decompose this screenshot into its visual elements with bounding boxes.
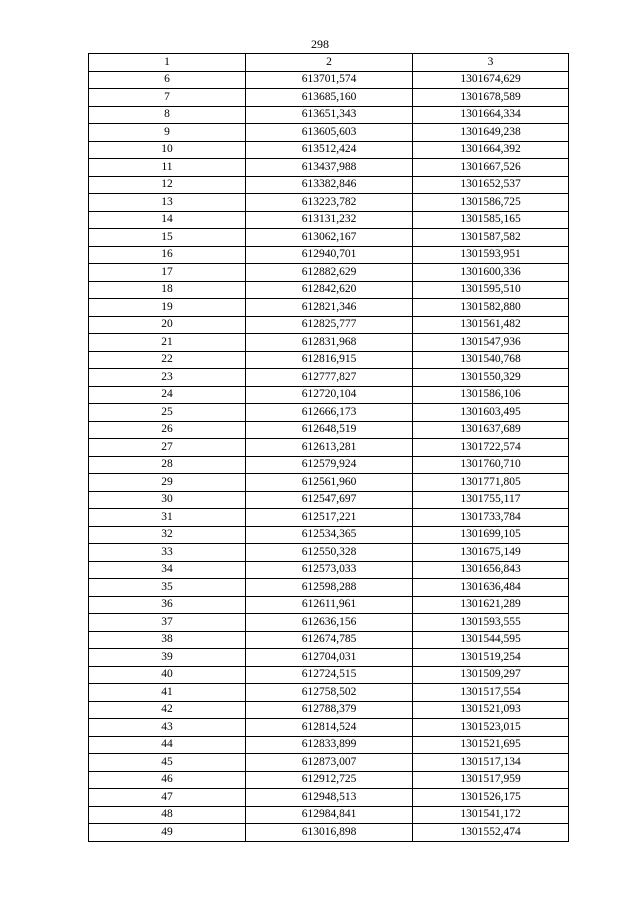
x-coordinate-cell: 612674,785: [246, 631, 413, 649]
y-coordinate-cell: 1301699,105: [413, 526, 569, 544]
y-coordinate-cell: 1301722,574: [413, 439, 569, 457]
x-coordinate-cell: 612550,328: [246, 544, 413, 562]
table-row: [89, 71, 569, 89]
point-number-cell: 22: [89, 351, 246, 369]
point-number-cell: 24: [89, 386, 246, 404]
table-row: [89, 456, 569, 474]
point-number-cell: 17: [89, 264, 246, 282]
table-row: [89, 649, 569, 667]
y-coordinate-cell: 1301544,595: [413, 631, 569, 649]
x-coordinate-cell: 613062,167: [246, 229, 413, 247]
y-coordinate-cell: 1301517,554: [413, 684, 569, 702]
table-row: [89, 351, 569, 369]
y-coordinate-cell: 1301636,484: [413, 579, 569, 597]
x-coordinate-cell: 612517,221: [246, 509, 413, 527]
y-coordinate-cell: 1301585,165: [413, 211, 569, 229]
y-coordinate-cell: 1301547,936: [413, 334, 569, 352]
x-coordinate-cell: 612948,513: [246, 789, 413, 807]
x-coordinate-cell: 612573,033: [246, 561, 413, 579]
y-coordinate-cell: 1301519,254: [413, 649, 569, 667]
x-coordinate-cell: 612758,502: [246, 684, 413, 702]
point-number-cell: 25: [89, 404, 246, 422]
point-number-cell: 42: [89, 701, 246, 719]
page-number: 298: [311, 37, 329, 51]
table-row: [89, 491, 569, 509]
y-coordinate-cell: 1301656,843: [413, 561, 569, 579]
x-coordinate-cell: 613131,232: [246, 211, 413, 229]
x-coordinate-cell: 612873,007: [246, 754, 413, 772]
y-coordinate-cell: 1301652,537: [413, 176, 569, 194]
x-coordinate-cell: 613651,343: [246, 106, 413, 124]
y-coordinate-cell: 1301664,334: [413, 106, 569, 124]
y-coordinate-cell: 1301586,725: [413, 194, 569, 212]
column-header-2: 2: [246, 54, 413, 72]
point-number-cell: 15: [89, 229, 246, 247]
point-number-cell: 39: [89, 649, 246, 667]
point-number-cell: 11: [89, 159, 246, 177]
table-row: [89, 579, 569, 597]
point-number-cell: 20: [89, 316, 246, 334]
x-coordinate-cell: 613605,603: [246, 124, 413, 142]
table-row: [89, 386, 569, 404]
x-coordinate-cell: 612831,968: [246, 334, 413, 352]
y-coordinate-cell: 1301637,689: [413, 421, 569, 439]
table-row: [89, 684, 569, 702]
x-coordinate-cell: 612984,841: [246, 806, 413, 824]
point-number-cell: 43: [89, 719, 246, 737]
y-coordinate-cell: 1301621,289: [413, 596, 569, 614]
y-coordinate-cell: 1301552,474: [413, 824, 569, 842]
table-row: [89, 316, 569, 334]
y-coordinate-cell: 1301561,482: [413, 316, 569, 334]
x-coordinate-cell: 612636,156: [246, 614, 413, 632]
table-row: [89, 404, 569, 422]
header-row: [89, 54, 569, 72]
x-coordinate-cell: 612598,288: [246, 579, 413, 597]
table-row: [89, 474, 569, 492]
x-coordinate-cell: 613016,898: [246, 824, 413, 842]
x-coordinate-cell: 612666,173: [246, 404, 413, 422]
x-coordinate-cell: 612704,031: [246, 649, 413, 667]
table-row: [89, 124, 569, 142]
point-number-cell: 7: [89, 89, 246, 107]
table-row: [89, 421, 569, 439]
table-row: [89, 824, 569, 842]
y-coordinate-cell: 1301600,336: [413, 264, 569, 282]
point-number-cell: 9: [89, 124, 246, 142]
table-row: [89, 614, 569, 632]
point-number-cell: 34: [89, 561, 246, 579]
y-coordinate-cell: 1301550,329: [413, 369, 569, 387]
x-coordinate-cell: 612579,924: [246, 456, 413, 474]
point-number-cell: 28: [89, 456, 246, 474]
table-row: [89, 771, 569, 789]
x-coordinate-cell: 612882,629: [246, 264, 413, 282]
table-row: [89, 596, 569, 614]
table-row: [89, 544, 569, 562]
x-coordinate-cell: 613685,160: [246, 89, 413, 107]
x-coordinate-cell: 612777,827: [246, 369, 413, 387]
coordinates-table: [88, 53, 569, 842]
table-row: [89, 211, 569, 229]
point-number-cell: 47: [89, 789, 246, 807]
table-row: [89, 736, 569, 754]
table-row: [89, 264, 569, 282]
y-coordinate-cell: 1301603,495: [413, 404, 569, 422]
x-coordinate-cell: 612814,524: [246, 719, 413, 737]
table-header: [89, 54, 569, 72]
x-coordinate-cell: 613437,988: [246, 159, 413, 177]
table-row: [89, 159, 569, 177]
x-coordinate-cell: 613512,424: [246, 141, 413, 159]
y-coordinate-cell: 1301760,710: [413, 456, 569, 474]
point-number-cell: 19: [89, 299, 246, 317]
x-coordinate-cell: 612788,379: [246, 701, 413, 719]
table-row: [89, 334, 569, 352]
x-coordinate-cell: 612561,960: [246, 474, 413, 492]
table-row: [89, 631, 569, 649]
y-coordinate-cell: 1301586,106: [413, 386, 569, 404]
table-row: [89, 229, 569, 247]
y-coordinate-cell: 1301587,582: [413, 229, 569, 247]
y-coordinate-cell: 1301667,526: [413, 159, 569, 177]
x-coordinate-cell: 612912,725: [246, 771, 413, 789]
x-coordinate-cell: 612724,515: [246, 666, 413, 684]
table-row: [89, 509, 569, 527]
y-coordinate-cell: 1301675,149: [413, 544, 569, 562]
point-number-cell: 14: [89, 211, 246, 229]
y-coordinate-cell: 1301771,805: [413, 474, 569, 492]
point-number-cell: 16: [89, 246, 246, 264]
point-number-cell: 21: [89, 334, 246, 352]
y-coordinate-cell: 1301649,238: [413, 124, 569, 142]
point-number-cell: 33: [89, 544, 246, 562]
table-row: [89, 176, 569, 194]
column-header-3: 3: [413, 54, 569, 72]
point-number-cell: 41: [89, 684, 246, 702]
x-coordinate-cell: 612940,701: [246, 246, 413, 264]
x-coordinate-cell: 612816,915: [246, 351, 413, 369]
point-number-cell: 30: [89, 491, 246, 509]
point-number-cell: 37: [89, 614, 246, 632]
x-coordinate-cell: 612825,777: [246, 316, 413, 334]
point-number-cell: 29: [89, 474, 246, 492]
table-row: [89, 789, 569, 807]
point-number-cell: 31: [89, 509, 246, 527]
y-coordinate-cell: 1301541,172: [413, 806, 569, 824]
x-coordinate-cell: 612547,697: [246, 491, 413, 509]
point-number-cell: 45: [89, 754, 246, 772]
table-row: [89, 666, 569, 684]
x-coordinate-cell: 612842,620: [246, 281, 413, 299]
y-coordinate-cell: 1301517,134: [413, 754, 569, 772]
point-number-cell: 27: [89, 439, 246, 457]
point-number-cell: 40: [89, 666, 246, 684]
y-coordinate-cell: 1301526,175: [413, 789, 569, 807]
y-coordinate-cell: 1301582,880: [413, 299, 569, 317]
table-row: [89, 806, 569, 824]
point-number-cell: 35: [89, 579, 246, 597]
table-row: [89, 439, 569, 457]
column-header-1: 1: [89, 54, 246, 72]
point-number-cell: 12: [89, 176, 246, 194]
x-coordinate-cell: 612534,365: [246, 526, 413, 544]
point-number-cell: 6: [89, 71, 246, 89]
y-coordinate-cell: 1301674,629: [413, 71, 569, 89]
point-number-cell: 49: [89, 824, 246, 842]
table-row: [89, 246, 569, 264]
point-number-cell: 10: [89, 141, 246, 159]
x-coordinate-cell: 612720,104: [246, 386, 413, 404]
table-row: [89, 701, 569, 719]
x-coordinate-cell: 613701,574: [246, 71, 413, 89]
y-coordinate-cell: 1301593,951: [413, 246, 569, 264]
table-row: [89, 194, 569, 212]
point-number-cell: 18: [89, 281, 246, 299]
y-coordinate-cell: 1301521,093: [413, 701, 569, 719]
y-coordinate-cell: 1301540,768: [413, 351, 569, 369]
y-coordinate-cell: 1301521,695: [413, 736, 569, 754]
y-coordinate-cell: 1301523,015: [413, 719, 569, 737]
point-number-cell: 48: [89, 806, 246, 824]
point-number-cell: 36: [89, 596, 246, 614]
table-row: [89, 281, 569, 299]
y-coordinate-cell: 1301595,510: [413, 281, 569, 299]
point-number-cell: 44: [89, 736, 246, 754]
x-coordinate-cell: 613382,846: [246, 176, 413, 194]
point-number-cell: 46: [89, 771, 246, 789]
y-coordinate-cell: 1301517,959: [413, 771, 569, 789]
table-row: [89, 89, 569, 107]
point-number-cell: 26: [89, 421, 246, 439]
y-coordinate-cell: 1301678,589: [413, 89, 569, 107]
table-row: [89, 719, 569, 737]
x-coordinate-cell: 612648,519: [246, 421, 413, 439]
x-coordinate-cell: 612613,281: [246, 439, 413, 457]
table-row: [89, 299, 569, 317]
x-coordinate-cell: 612821,346: [246, 299, 413, 317]
point-number-cell: 23: [89, 369, 246, 387]
table-row: [89, 561, 569, 579]
y-coordinate-cell: 1301733,784: [413, 509, 569, 527]
table-row: [89, 526, 569, 544]
point-number-cell: 13: [89, 194, 246, 212]
x-coordinate-cell: 612611,961: [246, 596, 413, 614]
point-number-cell: 32: [89, 526, 246, 544]
y-coordinate-cell: 1301755,117: [413, 491, 569, 509]
table-row: [89, 369, 569, 387]
y-coordinate-cell: 1301664,392: [413, 141, 569, 159]
y-coordinate-cell: 1301593,555: [413, 614, 569, 632]
table-row: [89, 106, 569, 124]
point-number-cell: 38: [89, 631, 246, 649]
x-coordinate-cell: 612833,899: [246, 736, 413, 754]
table-row: [89, 754, 569, 772]
table-body: [89, 71, 569, 841]
x-coordinate-cell: 613223,782: [246, 194, 413, 212]
table-row: [89, 141, 569, 159]
point-number-cell: 8: [89, 106, 246, 124]
y-coordinate-cell: 1301509,297: [413, 666, 569, 684]
